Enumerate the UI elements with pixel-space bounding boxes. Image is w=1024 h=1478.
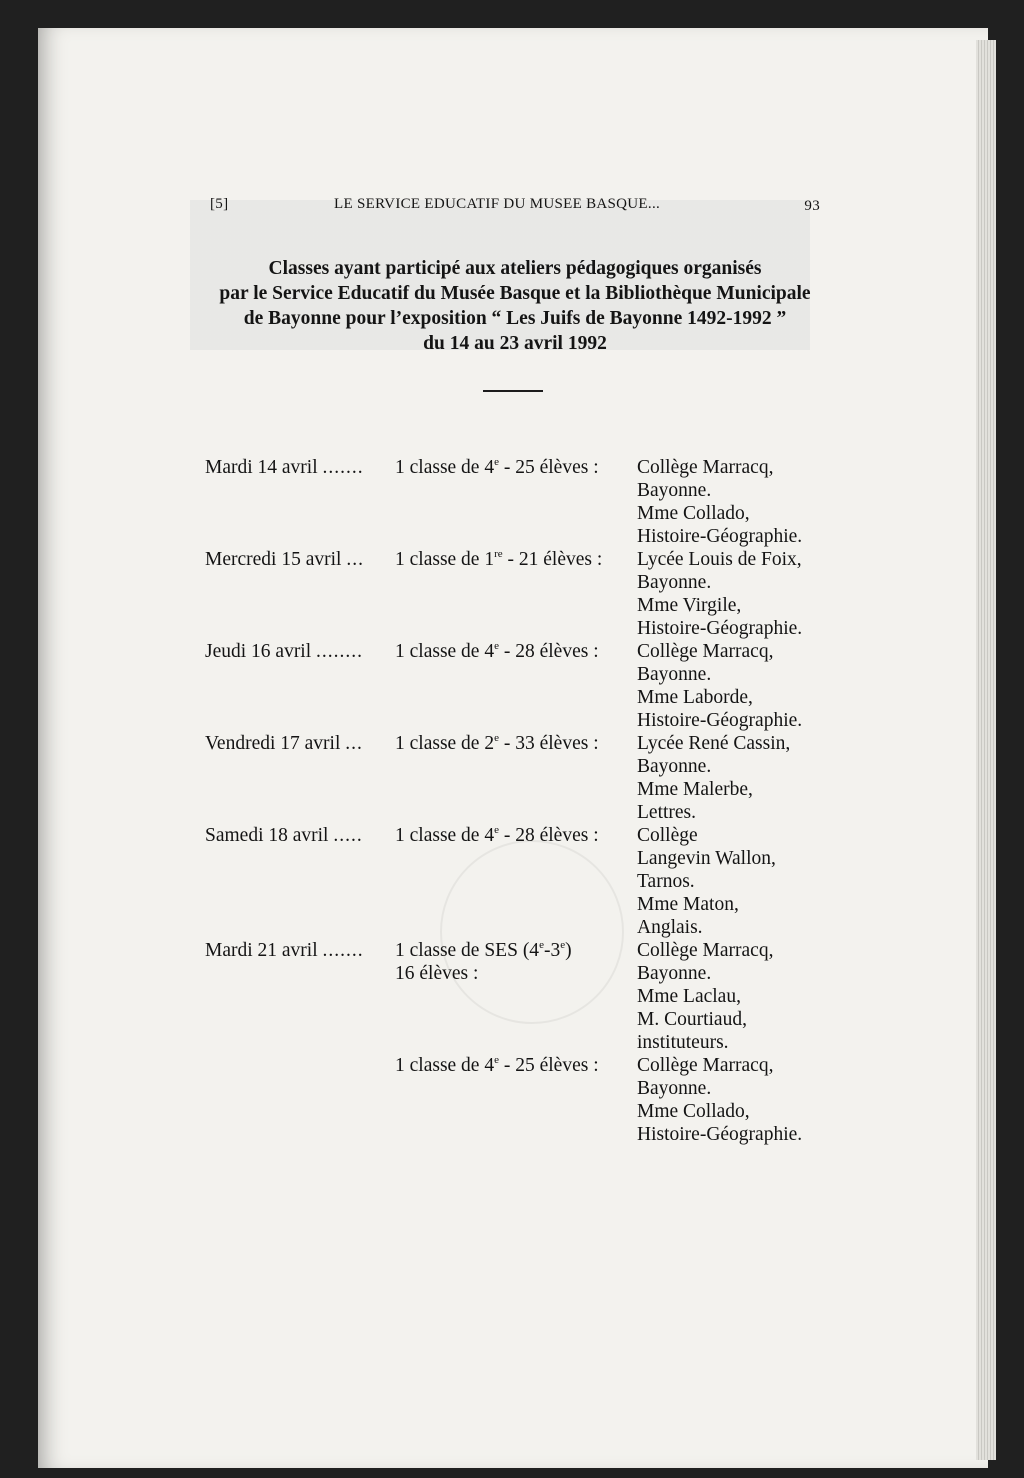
day-label: Mardi 21 avril bbox=[205, 940, 323, 961]
destination-line: Bayonne. bbox=[637, 664, 712, 685]
section-divider bbox=[483, 390, 543, 392]
heading-line: Classes ayant participé aux ateliers pédagogiques organisés bbox=[268, 258, 762, 279]
dot-leader: ....... bbox=[322, 940, 364, 961]
class-text: 1 classe de 1 bbox=[395, 549, 495, 570]
entry-destination bbox=[637, 548, 825, 640]
day-label: Mercredi 15 avril bbox=[205, 549, 347, 570]
destination-line: Bayonne. bbox=[637, 756, 712, 777]
destination-line: Tarnos. bbox=[637, 871, 695, 892]
destination-line: Mme Virgile, bbox=[637, 595, 742, 616]
class-ordinal: e bbox=[539, 939, 544, 951]
workshop-schedule bbox=[205, 456, 825, 1146]
destination-line: Mme Laborde, bbox=[637, 687, 753, 708]
entry-destination bbox=[637, 824, 825, 939]
entry-class bbox=[395, 732, 630, 755]
class-text: 1 classe de 2 bbox=[395, 733, 495, 754]
entry-day bbox=[205, 732, 363, 755]
class-ordinal: e bbox=[560, 939, 566, 951]
schedule-entry bbox=[205, 548, 825, 640]
destination-line: Histoire-Géographie. bbox=[637, 618, 803, 639]
destination-line: instituteurs. bbox=[637, 1032, 729, 1053]
entry-day bbox=[205, 824, 363, 847]
class-text: -3 bbox=[543, 940, 561, 961]
dot-leader: ... bbox=[345, 733, 363, 754]
dot-leader: ... bbox=[346, 549, 364, 570]
dot-leader: ....... bbox=[322, 457, 364, 478]
heading-line: de Bayonne pour l’exposition “ Les Juifs de Bayonne 1492-1992 ” bbox=[243, 308, 787, 329]
class-text: 1 classe de 4 bbox=[395, 1055, 495, 1076]
class-text: 1 classe de 4 bbox=[395, 825, 495, 846]
destination-line: Bayonne. bbox=[637, 1078, 712, 1099]
schedule-entry bbox=[205, 939, 825, 1054]
entry-class bbox=[395, 939, 630, 985]
running-title: LE SERVICE EDUCATIF DU MUSEE BASQUE... bbox=[334, 196, 661, 212]
class-text: - 25 élèves : bbox=[498, 1055, 599, 1076]
day-label: Mardi 14 avril bbox=[205, 457, 323, 478]
schedule-entry bbox=[205, 640, 825, 732]
day-label: Vendredi 17 avril bbox=[205, 733, 346, 754]
entry-class bbox=[395, 640, 630, 663]
entry-destination bbox=[637, 456, 825, 548]
class-ordinal: e bbox=[494, 1054, 499, 1066]
destination-line: Histoire-Géographie. bbox=[637, 1124, 803, 1145]
entry-day bbox=[205, 548, 364, 571]
entry-class bbox=[395, 1054, 630, 1077]
destination-line: Mme Collado, bbox=[637, 503, 750, 524]
class-students: 16 élèves : bbox=[395, 963, 479, 984]
section-heading bbox=[200, 256, 830, 356]
entry-day bbox=[205, 939, 364, 962]
chapter-marker: [5] bbox=[210, 196, 229, 212]
schedule-entry bbox=[205, 1054, 825, 1146]
destination-line: Collège bbox=[637, 825, 698, 846]
destination-line: Histoire-Géographie. bbox=[637, 710, 803, 731]
entry-day bbox=[205, 640, 363, 663]
schedule-entry bbox=[205, 456, 825, 548]
page-number: 93 bbox=[804, 198, 820, 214]
class-ordinal: e bbox=[494, 824, 499, 836]
dot-leader: ..... bbox=[333, 825, 363, 846]
schedule-entry bbox=[205, 732, 825, 824]
destination-line: Histoire-Géographie. bbox=[637, 526, 803, 547]
destination-line: Collège Marracq, bbox=[637, 1055, 774, 1076]
class-ordinal: e bbox=[494, 640, 499, 652]
destination-line: Mme Maton, bbox=[637, 894, 739, 915]
destination-line: Collège Marracq, bbox=[637, 457, 774, 478]
entry-destination bbox=[637, 939, 825, 1054]
class-text: 1 classe de SES (4 bbox=[395, 940, 540, 961]
destination-line: Bayonne. bbox=[637, 480, 712, 501]
page-fore-edge bbox=[976, 40, 996, 1460]
day-label: Jeudi 16 avril bbox=[205, 641, 317, 662]
destination-line: Lettres. bbox=[637, 802, 697, 823]
entry-class bbox=[395, 824, 630, 847]
destination-line: M. Courtiaud, bbox=[637, 1009, 747, 1030]
destination-line: Mme Collado, bbox=[637, 1101, 750, 1122]
destination-line: Anglais. bbox=[637, 917, 703, 938]
destination-line: Mme Malerbe, bbox=[637, 779, 753, 800]
entry-destination bbox=[637, 732, 825, 824]
running-head bbox=[210, 196, 820, 218]
heading-line: du 14 au 23 avril 1992 bbox=[423, 333, 607, 354]
destination-line: Collège Marracq, bbox=[637, 641, 774, 662]
class-text: - 28 élèves : bbox=[498, 825, 599, 846]
class-text: 1 classe de 4 bbox=[395, 457, 495, 478]
class-ordinal: re bbox=[494, 548, 503, 560]
destination-line: Mme Laclau, bbox=[637, 986, 741, 1007]
destination-line: Bayonne. bbox=[637, 963, 712, 984]
entry-destination bbox=[637, 640, 825, 732]
class-text: - 28 élèves : bbox=[498, 641, 599, 662]
destination-line: Collège Marracq, bbox=[637, 940, 774, 961]
destination-line: Langevin Wallon, bbox=[637, 848, 776, 869]
entry-class bbox=[395, 456, 630, 479]
heading-line: par le Service Educatif du Musée Basque et la Bibliothèque Municipale bbox=[219, 283, 811, 304]
schedule-entry bbox=[205, 824, 825, 939]
class-text: ) bbox=[565, 940, 572, 961]
class-text: - 33 élèves : bbox=[498, 733, 599, 754]
class-text: - 21 élèves : bbox=[502, 549, 603, 570]
class-ordinal: e bbox=[494, 456, 499, 468]
day-label: Samedi 18 avril bbox=[205, 825, 334, 846]
class-text: 1 classe de 4 bbox=[395, 641, 495, 662]
class-ordinal: e bbox=[494, 732, 499, 744]
dot-leader: ........ bbox=[316, 641, 364, 662]
entry-day bbox=[205, 456, 364, 479]
class-text: - 25 élèves : bbox=[498, 457, 599, 478]
entry-destination bbox=[637, 1054, 825, 1146]
entry-class bbox=[395, 548, 630, 571]
destination-line: Lycée René Cassin, bbox=[637, 733, 791, 754]
destination-line: Lycée Louis de Foix, bbox=[637, 549, 802, 570]
destination-line: Bayonne. bbox=[637, 572, 712, 593]
